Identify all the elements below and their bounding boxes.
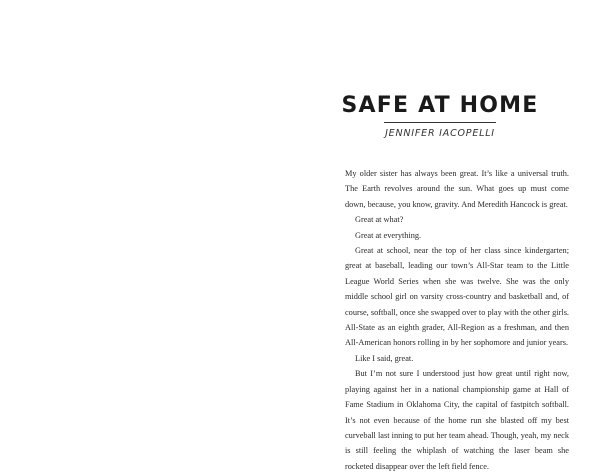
left-page-blank — [0, 0, 300, 460]
paragraph: Like I said, great. — [355, 353, 414, 363]
paragraph: Great at what? — [355, 215, 404, 225]
paragraph: Great at everything. — [355, 230, 422, 240]
paragraph: Great at school, near the top of her class since kindergarten; great at baseball, leading our town’s All-Star team to the Little League World Series when she was twelve. She was the only middle school girl on varsity cross-country and basketball and, of course, softball, once she swapped over to play with the other girls. All-State as an eighth grader, All-Region as a freshman, and then All-American honors rolling in by her sophomore and junior years. — [345, 246, 569, 348]
title-divider — [384, 122, 496, 123]
paragraph: But I’m not sure I understood just how great until right now, playing against her in a national championship game at Hall of Fame Stadium in Oklahoma City, the capital of fastpitch softball. It’s not even because of the home run she blasted off my best curveball last inning to put her team ahead. Though, yeah, my neck is still feeling the whiplash of watching the laser beam she rocketed disappear over the left field fence. — [345, 369, 569, 471]
story-body — [345, 166, 569, 474]
paragraph: My older sister has always been great. It’s like a universal truth. The Earth revolves around the sun. What goes up must come down, because, you know, gravity. And Meredith Hancock is great. — [345, 169, 569, 209]
story-title: SAFE AT HOME — [341, 93, 539, 118]
story-author: JENNIFER IACOPELLI — [385, 128, 495, 139]
